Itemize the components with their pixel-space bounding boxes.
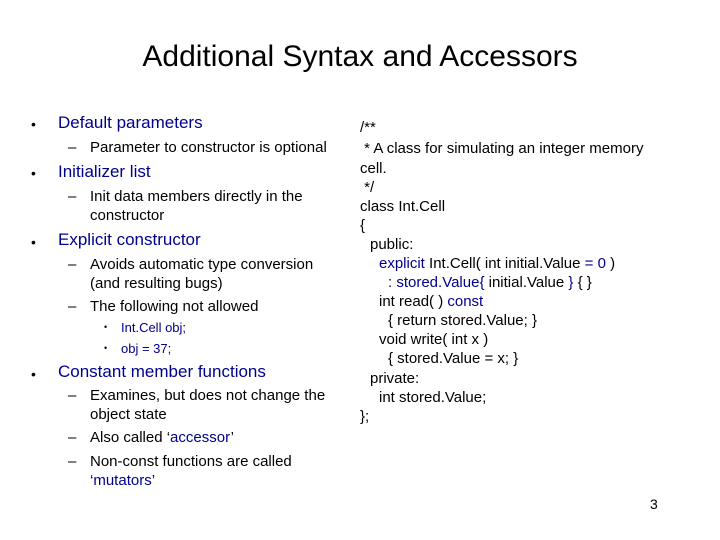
code-line-14: private: — [370, 370, 420, 387]
code-line-11: { return stored.Value; } — [388, 312, 537, 329]
code-line-16: }; — [360, 408, 370, 425]
accessor-suffix: ’ — [230, 429, 234, 446]
mutators-prefix: ‘ — [90, 472, 94, 489]
sub-bullet-text: Init data members directly in the — [90, 188, 303, 205]
slide-title: Additional Syntax and Accessors — [142, 40, 578, 73]
sub-bullet-text: Non-const functions are called — [90, 453, 292, 470]
code-line-8 — [379, 255, 615, 272]
accessor-prefix: Also called ‘ — [90, 429, 171, 446]
sub-bullet-dash: – — [68, 298, 77, 315]
mutators-keyword: mutators — [93, 472, 152, 489]
sub-bullet-text-cont: object state — [90, 406, 167, 423]
bullet-marker: • — [31, 234, 36, 250]
brace-close: } — [568, 274, 574, 291]
sub-bullet-text: Avoids automatic type conversion — [90, 256, 314, 273]
sub-bullet-dash: – — [68, 188, 77, 205]
sub-bullet-dash: – — [68, 387, 77, 404]
code-line-1: /** — [360, 119, 376, 136]
bullet-marker: • — [31, 366, 36, 382]
sub-bullet-text: Parameter to constructor is optional — [90, 139, 327, 156]
code-line-5: class Int.Cell — [360, 198, 446, 215]
code-fragment: { } — [573, 274, 592, 291]
accessor-keyword: accessor — [170, 429, 231, 446]
sub-bullet-mutators — [90, 472, 155, 489]
code-fragment: initial.Value — [484, 274, 569, 291]
initializer-list: : stored.Value — [388, 274, 480, 291]
sub-bullet-text: The following not allowed — [90, 298, 259, 315]
sub-bullet-text-cont: constructor — [90, 207, 165, 224]
explicit-keyword: explicit — [379, 255, 425, 272]
code-example: Int.Cell obj; — [121, 320, 187, 335]
code-fragment: int read( ) — [379, 293, 448, 310]
page-number: 3 — [650, 496, 658, 512]
sub-bullet-dash: – — [68, 139, 77, 156]
code-line-4: */ — [360, 179, 375, 196]
code-line-15: int stored.Value; — [379, 389, 487, 406]
code-example: obj = 37; — [121, 341, 172, 356]
sub-sub-bullet-marker: • — [104, 322, 108, 332]
code-fragment: Int.Cell( int initial.Value — [424, 255, 585, 272]
code-fragment: ) — [605, 255, 616, 272]
sub-bullet-dash: – — [68, 256, 77, 273]
bullet-constant-member-functions: Constant member functions — [58, 362, 266, 381]
code-line-3: cell. — [360, 160, 387, 177]
code-line-10 — [379, 293, 483, 310]
bullet-marker: • — [31, 116, 36, 132]
const-keyword: const — [447, 293, 484, 310]
sub-bullet-text-cont: (and resulting bugs) — [90, 275, 223, 292]
code-line-2: * A class for simulating an integer memory — [360, 140, 644, 157]
code-line-7: public: — [370, 236, 414, 253]
mutators-suffix: ’ — [151, 472, 156, 489]
sub-bullet-dash: – — [68, 429, 77, 446]
sub-sub-bullet-marker: • — [104, 343, 108, 353]
bullet-default-parameters: Default parameters — [58, 113, 203, 132]
sub-bullet-accessor — [90, 429, 234, 446]
code-line-12: void write( int x ) — [379, 331, 489, 348]
code-line-9 — [388, 274, 592, 291]
code-line-6: { — [360, 217, 366, 234]
brace-open: { — [479, 274, 485, 291]
bullet-marker: • — [31, 165, 36, 181]
default-arg: = 0 — [584, 255, 606, 272]
code-line-13: { stored.Value = x; } — [388, 350, 519, 367]
sub-bullet-text: Examines, but does not change the — [90, 387, 326, 404]
bullet-initializer-list: Initializer list — [58, 162, 151, 181]
bullet-explicit-constructor: Explicit constructor — [58, 230, 201, 249]
sub-bullet-dash: – — [68, 453, 77, 470]
